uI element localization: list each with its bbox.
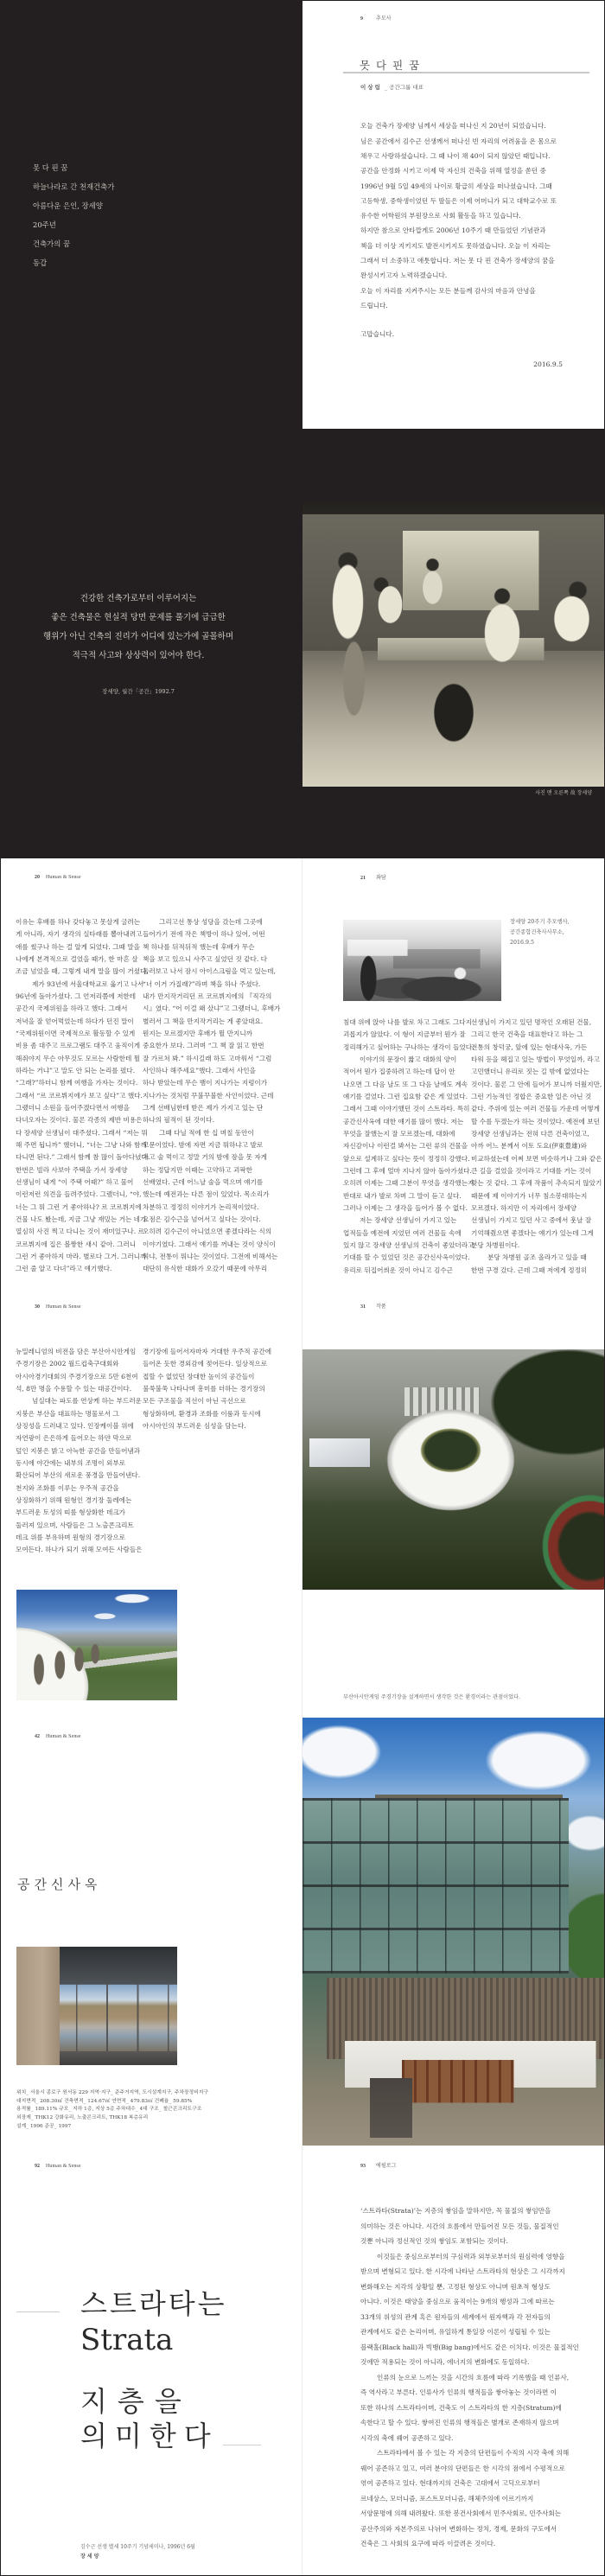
spread-memorial bbox=[0, 0, 605, 429]
spread-strata bbox=[0, 2146, 605, 2576]
running-title: Human & Sense bbox=[46, 875, 81, 880]
text-line: 모든 구조물을 직선이 아닌 곡선으로 bbox=[143, 1397, 246, 1406]
text-line: 분당 차병원 골조 올라가고 있을 때 bbox=[487, 1253, 587, 1262]
text-line: 공간을 안정화 시키고 이제 막 자신의 건축을 위해 열정을 쏟던 중 bbox=[360, 167, 546, 175]
photo-space-building bbox=[302, 1718, 605, 2146]
byline bbox=[360, 84, 424, 91]
text-line: 고민했더니 유리로 짓는 길 밖에 없었다는 bbox=[471, 1068, 589, 1076]
text-line: 했는데 예전과는 다른 점이 있었다. 목소리가 bbox=[143, 1190, 270, 1199]
text-line: 설계_ 1996 준공_ 1997 bbox=[16, 2123, 72, 2129]
text-line: 조금 넘었을 때, 그렇게 내게 말을 많이 거셨다. bbox=[16, 967, 149, 976]
text-line: “국제위원이면 국제적으로 활동할 수 있게 bbox=[16, 1029, 136, 1037]
text-line: 대단히 유식한 대화가 오갔기 때문에 아무리 bbox=[143, 1265, 268, 1273]
text-line: 완성시키고자 노력하겠습니다. bbox=[360, 271, 448, 280]
text-line: 뭔지는 모르겠지만 후배가 뭘 만지니까 bbox=[143, 1029, 253, 1037]
text-line: 해줘야지 무슨 아무것도 모르는 사람한테 뭘 bbox=[16, 1054, 141, 1062]
text-line: 위치_ 서울시 종로구 원서동 229 지역·지구_ 준주거지역, 도시설계지구, 주차장정비지구 bbox=[16, 2090, 208, 2095]
photo-stadium-aerial bbox=[302, 1349, 605, 1590]
text-line: 오히려 이제는 그때 그분이 무엇을 생각했는지 bbox=[343, 1179, 474, 1188]
text-line: 외장재_ THK12 강화유리, 노출콘크리트, THK18 복층유리 bbox=[16, 2115, 149, 2121]
toc-item: 아름다운 은인, 장세양 bbox=[33, 201, 103, 210]
text-line: 다니면 된다.” 그래서 함께 참 많이 돌아다녔다. bbox=[16, 1153, 150, 1162]
quote-line: 건강한 건축가로부터 이루어지는 bbox=[80, 594, 197, 603]
text-line: 모여든다. 하나가 되기 위해 모여든 사람들은 bbox=[16, 1546, 143, 1554]
text-line: 전통의 창덕궁, 앞에 있는 현대사옥, 가든 bbox=[471, 1043, 588, 1051]
text-line: 건물 나도 봤는데, 지금 그냥 재밌는 거는 네가 bbox=[16, 1215, 147, 1223]
text-line: 한번 구경 갔다. 근데 그때 저에게 정정히 bbox=[471, 1266, 588, 1274]
photo-architects-office bbox=[302, 502, 605, 787]
text-line: 지붕은 부산을 대표하는 명물로서 그 bbox=[16, 1409, 119, 1418]
text-line: 해 주면 됩니까” 했더니, “너는 그냥 나와 함께 bbox=[16, 1140, 147, 1149]
author-role: _ 공간그룹 대표 bbox=[384, 84, 424, 91]
text-line: 요점은 김수근을 넘어서고 싶다는 것이다. bbox=[143, 1215, 261, 1223]
text-line: “너 이거 가질래?”라며 책을 하나 주셨다. bbox=[143, 979, 261, 988]
text-line: 드립니다. bbox=[360, 301, 388, 309]
text-line: 선생님이 가지고 있던 명작인 오래된 건물, bbox=[471, 1018, 592, 1026]
text-line: 부드러운 토성의 띠를 형상화한 데크가 bbox=[16, 1508, 126, 1517]
text-line: 하나 받았는데 무슨 뱀이 지나가는 지렁이가 bbox=[143, 1079, 268, 1087]
text-line: 내가 만지작거리던 르 코르뷔지에의 『직각의 bbox=[143, 992, 272, 1000]
text-line: 데크 위를 부유하며 원형의 경기장으로 bbox=[16, 1533, 126, 1541]
text-line: 오늘 건축가 장세양 님께서 세상을 떠나신 지 20년이 되었습니다. bbox=[360, 122, 546, 131]
text-line: 뭐냐, 전통이 뭐냐는 것이었다. 그전에 비해서는 bbox=[143, 1252, 278, 1260]
text-line: 시』였다. “어 이걸 왜 샀냐”고 그랬더니, 후배가 bbox=[143, 1004, 281, 1013]
text-line: 한번은 빌라 사보아 주택을 가서 장세양 bbox=[16, 1165, 128, 1174]
text-line: 그런 거 좋아하지 마라. 별로다 그거. 그러니까 bbox=[16, 1252, 147, 1260]
text-line: 이야기의 문장이 짧고 대화의 양이 bbox=[360, 1055, 457, 1063]
running-header bbox=[360, 2163, 397, 2170]
text-line: 기대를 할 수 있었던 것은 공간신사옥이었다. bbox=[343, 1253, 470, 1262]
text-line: 공산주의와 자본주의로 나뉘어 변화하는 정치, 경제, 문화의 구도에서 bbox=[360, 2524, 557, 2533]
text-line: 자신감이나 이런걸 봐서는 그런 류의 건물을 bbox=[343, 1142, 468, 1151]
text-line: 중요한가 보다. 그러며 “그 책 잘 읽고 한번 bbox=[143, 1042, 264, 1050]
text-line: 분당 차병원이다. bbox=[471, 1240, 520, 1249]
text-line: 선생님이 가지고 있던 사고 중에서 훗날 잘 bbox=[471, 1216, 592, 1225]
text-line: 하라는 거냐”고 말도 안 되는 논리를 폈다. bbox=[16, 1066, 136, 1074]
page-number: 9 bbox=[360, 16, 363, 22]
headline-line: 의미한다 bbox=[80, 2419, 219, 2452]
text-line: 천지와 조화를 이루는 우주적 공간을 bbox=[16, 1483, 119, 1492]
memorial-body bbox=[360, 118, 557, 313]
text-line: 책을 보고 있으니 사주고 싶었던 것 같다. 다 bbox=[143, 954, 268, 963]
table-of-contents bbox=[33, 158, 114, 272]
memorial-page bbox=[302, 0, 605, 429]
text-line: 둘러져 있으며, 사람들은 그 노출콘크리트 bbox=[16, 1521, 134, 1529]
text-line: 하지만 참으로 안타깝게도 2006년 10주기 때 만들었던 기념관과 bbox=[360, 226, 546, 235]
text-line: 그래서 “르 코르뷔지에가 보고 싶다”고 했다. bbox=[16, 1091, 143, 1100]
text-line: 인류의 눈으로 느끼는 것을 시간의 흐름에 따라 기록했을 때 인류사, bbox=[377, 2373, 570, 2382]
toc-item: 못 다 핀 꿈 bbox=[33, 163, 68, 172]
text-line: 그런 기능적인 정합은 중요한 일은 아닌 것 bbox=[471, 1092, 592, 1100]
text-line: 이런저런 의견을 들려주었다. 그랬더니, “야, bbox=[16, 1190, 142, 1199]
running-title: Human & Sense bbox=[46, 1304, 81, 1310]
page-number: 42 bbox=[35, 1734, 40, 1739]
author-name: 장세양 bbox=[80, 2554, 101, 2560]
text-line: 시각의 축에 꿰어 공존하고 있다. bbox=[360, 2433, 454, 2442]
text-line: 불쑥불쑥 나타나며 흥미를 더하는 경기장의 bbox=[143, 1384, 265, 1393]
running-header bbox=[35, 2163, 81, 2170]
running-header bbox=[35, 1733, 81, 1740]
text-line: 르네상스, 모더니즘, 포스트모더니즘, 해체주의에 이르기까지 bbox=[360, 2494, 534, 2503]
text-line: 오히려 김수근이 아니었으면 좋겠다라는 식의 bbox=[143, 1227, 272, 1236]
page-number: 93 bbox=[360, 2164, 366, 2169]
page-number: 20 bbox=[35, 875, 40, 880]
text-line: 덮인 지붕은 밝고 아늑한 공간을 만들어냄과 bbox=[16, 1446, 141, 1455]
text-line: 들어가기 전에 작은 책방이 하나 있어, 어떤 bbox=[143, 930, 265, 939]
text-line: 나오면 그 다음 날도 또 그 다음 날에도 계속 bbox=[343, 1080, 468, 1088]
text-line: 사인하나 해주세요”했다. 그래서 사인을 bbox=[143, 1066, 256, 1074]
text-line: 하는 정답지만 이때는 고약하고 괴팍한 bbox=[143, 1165, 253, 1174]
text-line: 아니다. 이것은 태양을 중심으로 움직이는 9개의 행성과 그에 따르는 bbox=[360, 2298, 555, 2306]
spread-roundtable bbox=[0, 858, 605, 1294]
text-line: 잘 가르쳐 봐.” 하시길래 하도 고마워서 “그럼 bbox=[143, 1054, 272, 1062]
text-line: 오늘 이 자리를 지켜주시는 모든 분들께 감사의 마음과 안녕을 bbox=[360, 286, 536, 295]
text-line: 업적들을 예전에 지었던 여러 건물들 속에 bbox=[343, 1228, 462, 1237]
text-line: 그리고 한국 건축을 대표한다고 하는 그 bbox=[471, 1030, 583, 1039]
text-column bbox=[143, 916, 280, 1276]
running-title: Human & Sense bbox=[46, 2164, 81, 2169]
text-line: 책을 더 이상 지키지도 발전시키지도 못하였습니다. 오늘 이 자리는 bbox=[360, 241, 551, 250]
text-line: 서양문명에 의해 내려왔다. 또한 봉건사회에서 민주사회로, 민주사회는 bbox=[360, 2509, 562, 2518]
photo-stadium-exterior bbox=[16, 1590, 177, 1700]
text-line: 관계에서도 같은 논리이며, 유일하게 통일장 이론이 성립될 수 있는 bbox=[360, 2328, 551, 2337]
running-header bbox=[360, 875, 386, 882]
text-line: 아시아인의 부드러운 심성을 담는다. bbox=[143, 1421, 246, 1430]
photo-caption bbox=[510, 917, 570, 948]
caption-line: 공간종합건축사사무소, bbox=[510, 929, 564, 935]
project-title: 공간신사옥 bbox=[17, 1877, 102, 1892]
text-line: 건축은 그 사회의 요구에 따라 이끌려온 것이다. bbox=[360, 2540, 496, 2548]
text-line: 별러서 그 책을 만지작거리는 게 좋았대요. bbox=[143, 1017, 264, 1025]
running-header bbox=[35, 1304, 81, 1310]
text-line: 것이다. 물론 그 안에 들어가 보니까 더웠지만, bbox=[471, 1080, 602, 1088]
text-line: 받으며 변형되고 있다. 한 시각에 나타난 스트라타의 현상은 그 시각까지 bbox=[360, 2267, 565, 2276]
page-number: 92 bbox=[35, 2164, 40, 2169]
text-line: 님은 공간에서 김수근 선생께서 떠나신 빈 자리의 어려움을 온 몸으로 bbox=[360, 137, 557, 145]
quote-source: 장세양, 월간「공간」1992.7 bbox=[102, 688, 175, 695]
text-line: 장세양 선생님과는 전혀 다른 건축이었고, bbox=[471, 1129, 589, 1138]
text-line: 애를 썼구나 하는 걸 알게 되었다. 그때 말을 bbox=[16, 942, 141, 951]
text-line: 코르뷔지에 집은 볼짱한 새시 같아. 그러니 bbox=[16, 1240, 137, 1248]
text-line: 꿰어 공존하고 있고, 여러 분야의 단편들은 한 시각의 점에서 수평적으로 bbox=[360, 2464, 565, 2472]
text-line: 즉 역사라고 부른다. 인류사가 인류의 행적들을 쌓아놓는 것이라면 이 bbox=[360, 2388, 557, 2397]
caption-line: 장세양 20주기 추모행사, bbox=[510, 919, 570, 925]
text-line: 의미하는 것은 아니다. 시간의 흐름에서 만들어진 모든 것들, 물질적인 bbox=[360, 2222, 559, 2230]
text-line: 비교하셨는데 어찌 보면 비슷하거나 그와 같은 bbox=[471, 1154, 602, 1163]
text-line: 자연광이 은은하게 들어오는 하얀 막으로 bbox=[16, 1434, 132, 1443]
epilogue-body bbox=[360, 2203, 579, 2552]
text-line: 이유는 후배를 하나 갖다놓고 못살게 굴려는 bbox=[16, 918, 141, 926]
text-line: 이야기였다. 그래서 얘기를 꺼내는 것이 양식이 bbox=[143, 1240, 276, 1248]
page-number: 30 bbox=[35, 1304, 40, 1310]
text-line: 넘실대는 파도를 연상케 하는 부드러운 bbox=[32, 1397, 143, 1406]
text-line: 둘러보고 나서 잠시 아이스크림을 먹고 있는데, bbox=[143, 967, 276, 976]
text-line: 이것들은 중심으로부터의 구심력과 외부로부터의 원심력에 영향을 bbox=[377, 2252, 565, 2260]
decorative-rule bbox=[16, 2311, 60, 2312]
text-line: 그러나 이제는 그 생각을 들어가 볼 수 없다. bbox=[343, 1203, 468, 1212]
text-line: 채우고 사랑하셨습니다. 그 때 나이 채 40이 되지 않았던 때입니다. bbox=[360, 151, 551, 160]
text-line: 접할 수 없었던 장대한 높이의 공간들이 bbox=[143, 1372, 255, 1380]
text-line: 그랬더니 소원을 들어주겠다면서 여행을 bbox=[16, 1103, 130, 1112]
headline-line: 스트라타는 bbox=[80, 2286, 227, 2320]
text-line: 다 장세양 선생님이 대주셨다. 그래서 “저는 뭐 bbox=[16, 1128, 148, 1137]
caption-line: 2016.9.5 bbox=[510, 940, 535, 946]
text-line: 제가 93년에 서울대학교로 옮기고 나서 bbox=[32, 979, 144, 988]
text-line: 석, 8만 명을 수용할 수 있는 대공간이다. bbox=[16, 1384, 132, 1393]
text-line: 그런 줄 알고 다녀”라고 얘기했다. bbox=[16, 1265, 112, 1273]
text-line: 아시아경기대회의 주경기장으로 5만 6천여 bbox=[16, 1372, 138, 1380]
section-label: 에필로그 bbox=[376, 2164, 397, 2169]
toc-item: 건축가의 꿈 bbox=[33, 239, 71, 248]
text-line: 아까 어느 분께서 이토 도요(伊東豊雄)와 bbox=[471, 1142, 587, 1151]
date: 2016.9.5 bbox=[533, 360, 563, 369]
text-line: 그리고선 통상 성당을 갔는데 그곳에 bbox=[159, 918, 263, 926]
text-line: 맞는 것 같다. 그 후에 작품이 추속되지 않았기 bbox=[471, 1179, 602, 1188]
title-rule bbox=[343, 72, 589, 73]
quote-line: 좋은 건축물은 현실적 당면 문제를 풀기에 급급한 bbox=[51, 613, 226, 622]
text-line: 공간신사옥에 대한 얘기를 많이 했다. 저는 bbox=[343, 1117, 464, 1125]
text-line: 용적률_ 189.11% 규모_ 지하 1층, 지상 5층 주차대수_ 4대 구조_ 철근콘크리트구조 bbox=[16, 2107, 202, 2113]
text-line: 침대 위에 앉아 나를 발로 차고 그래도 그다지 bbox=[343, 1018, 472, 1026]
quote-block bbox=[0, 590, 277, 666]
text-line: “그래?”하더니 함께 여행을 가자는 것이다. bbox=[16, 1079, 138, 1087]
running-title: Human & Sense bbox=[46, 1734, 81, 1739]
quote-line: 적극적 사고와 상상력이 있어야 한다. bbox=[72, 651, 205, 660]
text-line: 하나의 필적이 된 것이다. bbox=[143, 1116, 215, 1125]
text-line: 유수한 어학원의 부원장으로 사회 활동을 하고 있습니다. bbox=[360, 212, 521, 220]
photo-caption: 사진 맨 오른쪽 故 장세양 bbox=[535, 790, 592, 796]
text-line: 저는 장세양 선생님이 가지고 있는 bbox=[360, 1216, 457, 1225]
text-line: 지나가는 것처럼 꾸불꾸불한 사인이었다. 근데 bbox=[143, 1091, 274, 1100]
text-line: 반대로 내가 발로 차며 그 말이 듣고 싶다. bbox=[343, 1191, 462, 1200]
text-line: 같다. 주위에 있는 여러 건물들 가운데 어떻게 bbox=[471, 1105, 600, 1113]
text-line: 변화해오는 지각의 상황일 뿐, 고정된 형상도 아니며 원초적 형상도 bbox=[360, 2282, 551, 2291]
photo-memorial-event bbox=[343, 920, 501, 1001]
text-line: 속한다고 할 수 있다. 쌓여진 인류의 행적들은 별개로 존재하지 않으며 bbox=[360, 2419, 559, 2427]
text-line: 엮여 공존하고 있다. 현대까지의 건축은 고대에서 고딕으로부터 bbox=[360, 2479, 540, 2488]
text-column bbox=[343, 1017, 474, 1277]
text-line: 뉴밀레니엄의 비전을 담은 부산아시안게임 bbox=[16, 1348, 137, 1355]
text-line: 타워 등을 헤집고 있는 방법이 무엇일까, 라고 bbox=[471, 1055, 600, 1063]
spread-stadium bbox=[0, 1294, 605, 1716]
text-line: 그래서 더 소중하고 애틋합니다. 저는 못 다 핀 건축가 장세양의 꿈을 bbox=[360, 257, 555, 265]
running-header bbox=[360, 16, 392, 22]
headline-line: 지층을 bbox=[80, 2384, 192, 2418]
project-specs bbox=[16, 2089, 208, 2131]
text-line: 있지 않고 장세양 선생님의 건축이 좋았더라고 bbox=[343, 1240, 474, 1249]
headline-line: Strata bbox=[80, 2322, 174, 2357]
text-line: 책 하나를 뒤적뒤적 했는데 후배가 무슨 bbox=[143, 942, 255, 951]
text-line: 확산되어 부산의 새로운 풍경을 만들어낸다. bbox=[16, 1471, 141, 1480]
text-line: 1996년 9월 5일 49세의 나이로 황급히 세상을 떠나셨습니다. 그때 bbox=[360, 182, 552, 190]
text-line: 33개의 위성의 관계 혹은 원자들의 세계에서 원자핵과 각 전자들의 bbox=[360, 2312, 551, 2321]
running-header bbox=[360, 1304, 386, 1310]
text-column bbox=[16, 916, 150, 1276]
text-line: ‘스트라타(Strata)’는 지층의 쌓임을 말하지만, 꼭 물질의 쌓임만을 bbox=[360, 2207, 551, 2216]
toc-item: 20주년 bbox=[33, 220, 56, 229]
text-line: 것뿐 아니라 정신적인 것의 쌓임도 포함되는 것이다. bbox=[360, 2237, 508, 2246]
text-line: 96년에 돌아가셨다. 그 언저리쯤에 저한테 bbox=[16, 992, 137, 1000]
text-line: 차분하고 정정히 이야기가 논리적이었다. bbox=[143, 1202, 259, 1211]
text-column bbox=[143, 1346, 271, 1432]
text-line: 차고 술 먹이고 정말 거의 밤에 잠을 못 자게 bbox=[143, 1153, 268, 1162]
photo-space-interior bbox=[16, 1947, 177, 2065]
section-label: 좌담 bbox=[376, 876, 386, 881]
text-line: 선배였다. 근데 어느날 술을 먹으며 얘기를 bbox=[143, 1177, 264, 1186]
section-label: 작품 bbox=[376, 1304, 386, 1310]
text-line: 괴롭지가 않았다. 이 형이 지금부터 뭔가 잘 bbox=[343, 1030, 466, 1039]
text-line: 때문에 제 이야기가 너무 침소봉대하는지 bbox=[471, 1191, 588, 1200]
text-column bbox=[471, 1017, 602, 1277]
text-line: 정리해가고 싶어하는 구나하는 생각이 들었다. bbox=[343, 1043, 474, 1051]
text-line: 동시에 야간에는 내부의 조명이 외부로 bbox=[16, 1458, 126, 1467]
text-line: 또한 하나의 스트라타이며, 건축도 이 스트라타의 한 지층(Stratum)에 bbox=[360, 2403, 562, 2412]
text-line: 들어온 듯한 경외감에 젖어든다. 일상적으로 bbox=[143, 1360, 268, 1368]
text-line: 것에만 적용되는 것이 아니라, 에너지의 변화에도 동일하다. bbox=[360, 2358, 530, 2367]
quote-line: 행위가 아닌 건축의 진리가 어디에 있는가에 골몰하며 bbox=[42, 632, 233, 641]
text-line: 모르겠다. 하지만 이 자리에서 장세양 bbox=[471, 1203, 577, 1212]
spread-space-building bbox=[0, 1716, 605, 2146]
text-line: 그게 선배님한테 받은 제가 가지고 있는 단 bbox=[143, 1103, 264, 1112]
text-line: 큰 길을 걸었을 것이라고 기대를 거는 것이 bbox=[471, 1166, 592, 1175]
text-line: 주경기장은 2002 월드컵축구대회와 bbox=[16, 1360, 119, 1368]
text-line: 상징성을 드러내고 있다. 인장케이블 위에 bbox=[16, 1421, 134, 1430]
source-note: 김수근 선생 별세 10주기 기념세미나, 1996년 6월 bbox=[80, 2544, 195, 2550]
text-line: 다녀오자는 것이다. 물론 각종의 제반 비용은 bbox=[16, 1116, 143, 1125]
text-line: 공간지 국제위원을 하라고 했다. 그래서 bbox=[16, 1004, 128, 1013]
author-name: 이상림 bbox=[360, 84, 382, 91]
text-line: 그런데 그 후에 얼마 지나지 않아 돌아가셨다. bbox=[343, 1166, 472, 1175]
spread-quote bbox=[0, 429, 605, 858]
text-line: 얘기를 걸었다. 그런 집요함 같은 게 있었다. bbox=[343, 1092, 468, 1100]
text-line: 앞으로 설계하고 싶다는 뜻이 정정히 강했다. bbox=[343, 1154, 470, 1163]
page-number: 21 bbox=[360, 876, 366, 881]
text-line: 유리로 뒤집어씌운 것이 아니고 김수근 bbox=[343, 1266, 454, 1274]
text-line: 무엇을 잘했는지 잘 모르겠는데, 대화에 bbox=[343, 1129, 455, 1138]
toc-item: 동갑 bbox=[33, 258, 48, 267]
text-line: 형상화하며, 환경과 조화를 이룸과 동시에 bbox=[143, 1409, 261, 1418]
text-line: 너는 그 뭐 그런 거 좋아하나? 르 코르뷔지에 bbox=[16, 1202, 142, 1211]
text-line: 나에게 본격적으로 걸었을 때가, 한 마흔 살 bbox=[16, 954, 138, 963]
text-line: 할 수를 두겠는가 하는 것이었다. 예전에 보던 bbox=[471, 1117, 600, 1125]
text-line: 경기장에 들어서자마자 거대한 우주적 공간에 bbox=[143, 1348, 272, 1355]
text-line: 블랙홀(Black hall)과 빅뱅(Big bang)에서도 같은 이치다. 이것은 물질적인 bbox=[360, 2343, 579, 2351]
text-line: 고등학생, 중학생이었던 두 딸들은 이제 어머니가 되고 대학교수로 또 bbox=[360, 196, 557, 205]
running-header bbox=[35, 874, 81, 881]
text-line: 그래서 그때 이야기했던 것이 스트라타. 특히 bbox=[343, 1105, 470, 1113]
text-line: 고문이었다. 밤에 자면 지금 뭐하냐고 발로 bbox=[143, 1140, 264, 1149]
text-line: 그때 다닐 적에 한 십 며칠 동안이 bbox=[159, 1128, 254, 1137]
photo-caption: 부산아시안게임 주경기장을 설계하면서 생각한 것은 환경이라는 관점이었다. bbox=[343, 1694, 521, 1700]
section-label: 추모사 bbox=[376, 16, 392, 22]
toc-item: 하늘나라로 간 천재건축가 bbox=[33, 182, 115, 191]
text-line: 저녁을 잘 얻어먹었는데 하다가 던진 말이 bbox=[16, 1017, 134, 1025]
text-line: 선생님이 내게 “이 주택 어때?” 하고 물어 bbox=[16, 1177, 134, 1186]
text-line: 열심히 사진 찍고 다니는 것이 재미있구나. 르 bbox=[16, 1227, 144, 1236]
text-line: 대지면적_ 208.30㎡ 건축면적_ 124.67㎡ 연면적_ 479.83㎡ 건폐율_ 59.85% bbox=[16, 2098, 193, 2104]
text-line: 스트라타에서 볼 수 있는 각 지층의 단편들이 수직의 시각 축에 의해 bbox=[377, 2449, 570, 2458]
text-line: 기억해줬으면 좋겠다는 얘기가 있는데 그게 bbox=[471, 1228, 594, 1237]
text-column bbox=[16, 1346, 143, 1557]
text-line: 적어서 뭔가 집중하려고 하는데 답이 안 bbox=[343, 1068, 455, 1076]
closing-line: 고맙습니다. bbox=[360, 330, 395, 339]
page-number: 31 bbox=[360, 1304, 366, 1310]
page-title: 못 다 핀 꿈 bbox=[360, 59, 421, 72]
text-line: 상징화하기 위해 원형인 경기장 둘레에는 bbox=[16, 1495, 132, 1504]
text-line: 게 아니라, 자기 생각의 실타래를 뽑아내려고 bbox=[16, 930, 143, 939]
text-line: 비용 좀 대주고 프로그램도 대주고 움직이게 bbox=[16, 1042, 141, 1050]
